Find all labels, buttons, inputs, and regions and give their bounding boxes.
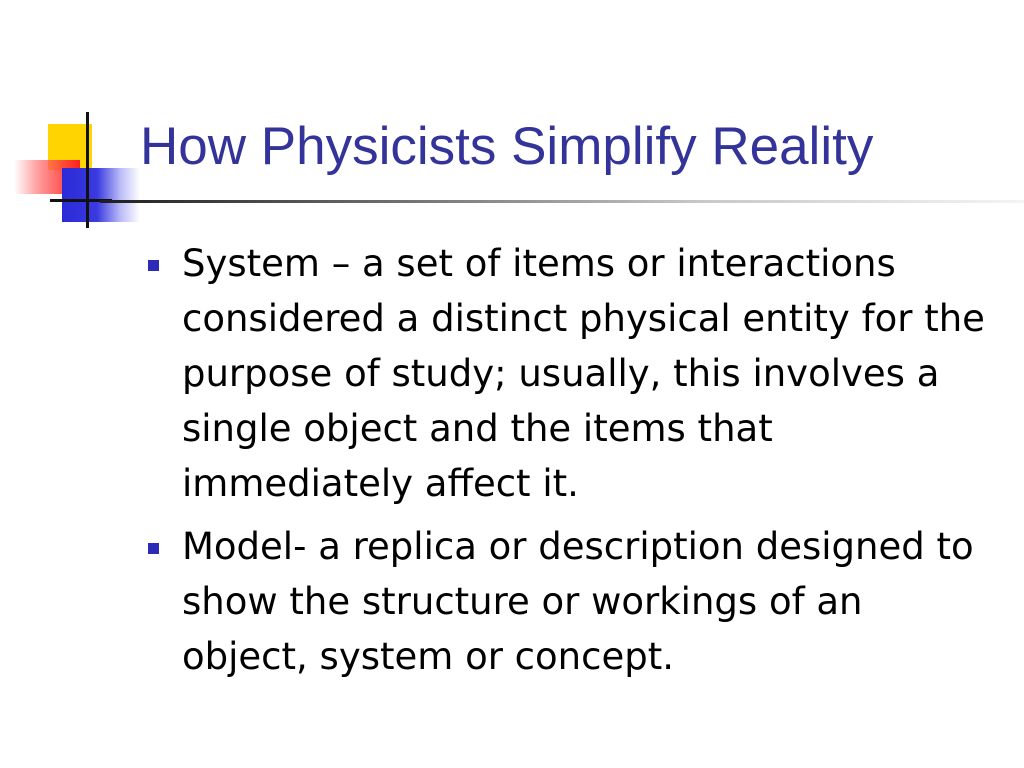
vertical-line — [86, 112, 89, 228]
bullet-item-system — [140, 236, 1000, 511]
square-bullet-icon — [148, 543, 159, 554]
bullet-item-model — [140, 519, 1000, 684]
bullet-text: Model- a replica or description designed to show the structure or workings of an object, system or concept. — [182, 525, 974, 678]
bullet-text: System – a set of items or interactions considered a distinct physical entity for the purpose of study; usually, this involves a single object and the items that immediately affect it. — [182, 242, 985, 505]
blue-square — [62, 168, 140, 222]
title-divider — [100, 200, 1024, 203]
square-bullet-icon — [148, 260, 159, 271]
bullet-list — [140, 236, 1000, 692]
slide-title: How Physicists Simplify Reality — [140, 117, 874, 176]
